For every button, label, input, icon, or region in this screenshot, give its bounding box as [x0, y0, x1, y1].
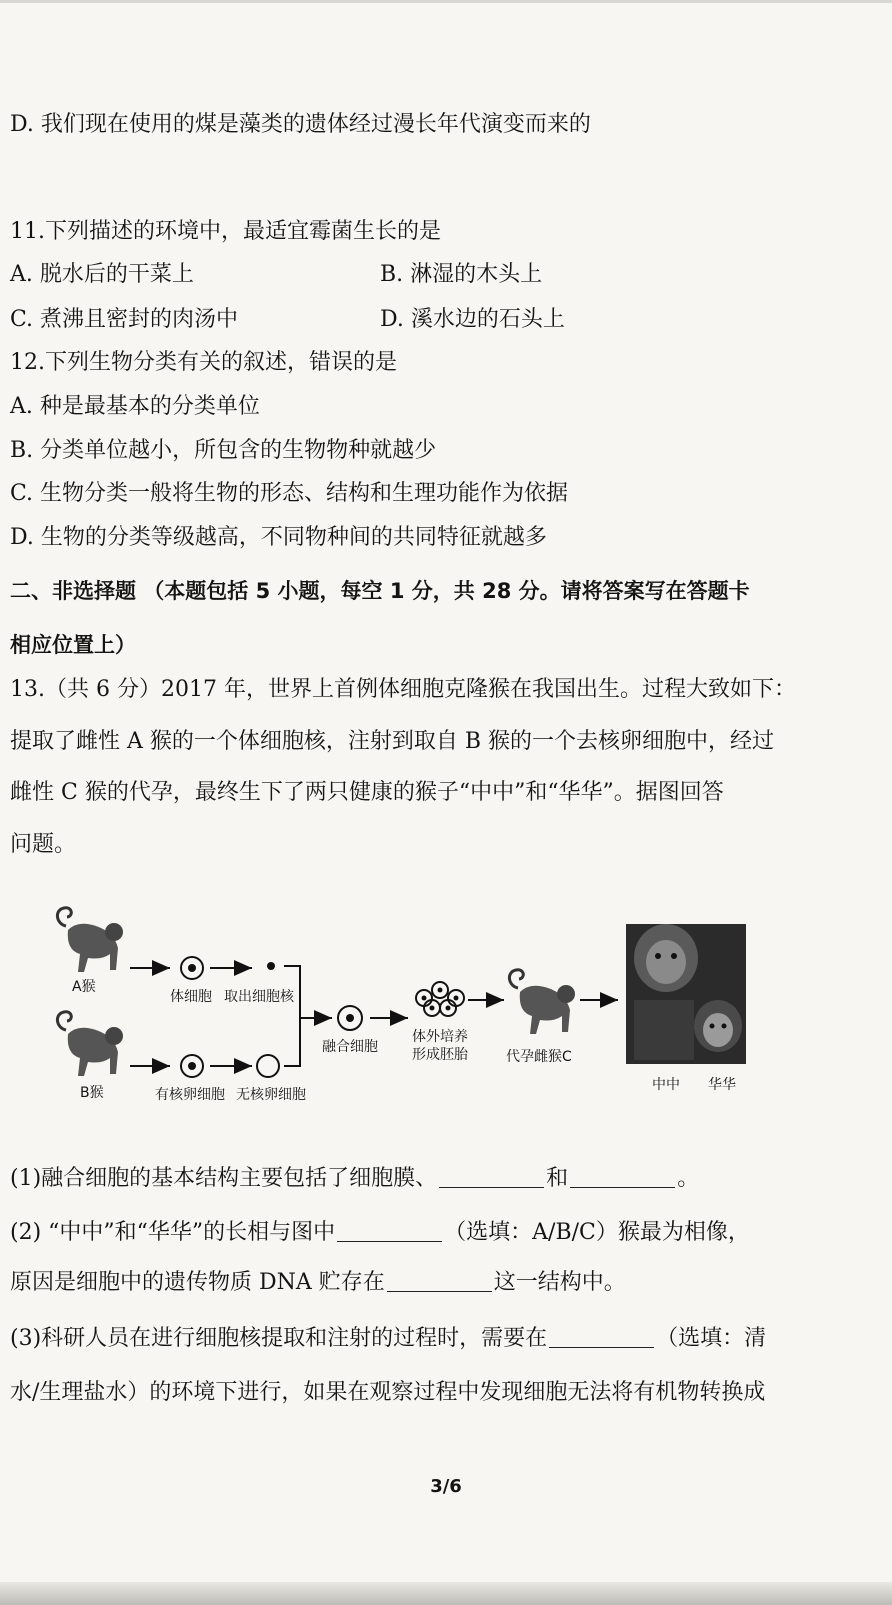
q13-sub2-text-2: 原因是细胞中的遗传物质 DNA 贮存在	[10, 1270, 385, 1295]
q13-intro-4: 问题。	[10, 832, 77, 857]
q13-sub3-blank-1[interactable]	[549, 1325, 654, 1348]
q12-option-d: D. 生物的分类等级越高，不同物种间的共同特征就越多	[10, 525, 547, 550]
embryo-shape	[416, 982, 464, 1016]
q13-sub2	[10, 1218, 750, 1248]
q11-option-d: D. 溪水边的石头上	[380, 307, 565, 332]
monkey-c-icon	[509, 970, 575, 1034]
label-fused-cell: 融合细胞	[322, 1039, 378, 1055]
q12-option-c: C. 生物分类一般将生物的形态、结构和生理功能作为依据	[10, 481, 569, 506]
monkey-b-icon	[57, 1012, 123, 1076]
q12-stem: 12.下列生物分类有关的叙述，错误的是	[10, 350, 397, 375]
label-culture-1: 体外培养	[412, 1029, 468, 1045]
q13-sub1-blank-1[interactable]	[439, 1165, 544, 1188]
q13-intro-2: 提取了雌性 A 猴的一个体细胞核，注射到取自 B 猴的一个去核卵细胞中，经过	[10, 729, 775, 754]
page-bottom-edge	[0, 1582, 892, 1605]
q10-option-d: D. 我们现在使用的煤是藻类的遗体经过漫长年代演变而来的	[10, 112, 591, 137]
q13-sub2-blank-1[interactable]	[337, 1219, 442, 1242]
q13-sub2-blank-2[interactable]	[387, 1269, 492, 1292]
label-culture-2: 形成胚胎	[412, 1047, 468, 1063]
q13-sub3-cont: 水/生理盐水）的环境下进行，如果在观察过程中发现细胞无法将有机物转换成	[10, 1380, 766, 1405]
q11-option-c: C. 煮沸且密封的肉汤中	[10, 307, 239, 332]
q12-option-a: A. 种是最基本的分类单位	[10, 394, 260, 419]
q13-sub3	[10, 1324, 766, 1354]
q13-sub1-mid: 和	[546, 1166, 569, 1191]
q11-option-a: A. 脱水后的干菜上	[10, 262, 194, 287]
q11-stem: 11.下列描述的环境中，最适宜霉菌生长的是	[10, 219, 441, 244]
q13-intro-1: 13.（共 6 分）2017 年，世界上首例体细胞克隆猴在我国出生。过程大致如下：	[10, 677, 796, 702]
section-2-heading-cont: 相应位置上）	[10, 633, 136, 657]
label-culture	[410, 1028, 470, 1064]
q13-sub2-cont	[10, 1268, 626, 1298]
q13-sub2-text: (2) “中中”和“华华”的长相与图中	[10, 1220, 336, 1245]
label-body-cell: 体细胞	[170, 989, 212, 1005]
q12-option-b: B. 分类单位越小，所包含的生物物种就越少	[10, 438, 437, 463]
label-zhongzhong: 中中	[652, 1077, 680, 1093]
q13-intro-3: 雌性 C 猴的代孕，最终生下了两只健康的猴子“中中”和“华华”。据图回答	[10, 780, 724, 805]
q13-sub1-blank-2[interactable]	[570, 1165, 675, 1188]
q13-sub1-end: 。	[677, 1166, 700, 1191]
q13-sub2-end: 这一结构中。	[493, 1270, 626, 1295]
label-egg-without-nucleus: 无核卵细胞	[236, 1087, 306, 1103]
label-surrogate: 代孕雌猴C	[506, 1049, 572, 1065]
label-monkey-b: B猴	[80, 1085, 104, 1101]
q13-sub3-hint: （选填：清	[656, 1326, 767, 1351]
q13-sub1	[10, 1164, 699, 1194]
q13-sub1-text: (1)融合细胞的基本结构主要包括了细胞膜、	[10, 1166, 438, 1191]
label-extract-nucleus: 取出细胞核	[224, 989, 294, 1005]
label-huahua: 华华	[708, 1077, 736, 1093]
egg-without-nucleus-shape	[257, 1055, 279, 1077]
monkey-a-icon	[57, 908, 123, 972]
page-number: 3/6	[430, 1476, 462, 1497]
label-egg-with-nucleus: 有核卵细胞	[155, 1087, 225, 1103]
q13-sub2-hint: （选填：A/B/C）猴最为相像，	[444, 1220, 750, 1245]
nucleus-shape	[267, 962, 275, 970]
q13-sub3-text: (3)科研人员在进行细胞核提取和注射的过程时，需要在	[10, 1326, 548, 1351]
label-monkey-a: A猴	[72, 979, 96, 995]
baby-monkeys-photo	[626, 924, 746, 1064]
section-2-heading: 二、非选择题 （本题包括 5 小题，每空 1 分，共 28 分。请将答案写在答题卡	[10, 579, 750, 603]
q11-option-b: B. 淋湿的木头上	[380, 262, 543, 287]
